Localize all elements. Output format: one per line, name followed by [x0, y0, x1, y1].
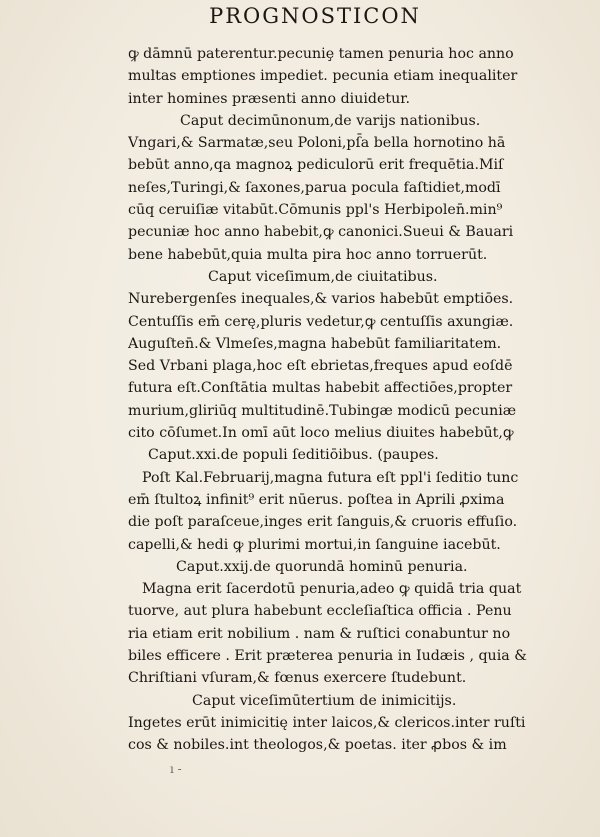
chapter-heading: Caput viceſimūtertium de inimicitijs. — [192, 692, 457, 709]
chapter-heading: Caput.xxij.de quorundā hominū penuria. — [176, 558, 468, 575]
text-line: biles efficere . Erit prætereа penuria in Iudæis , quia & — [128, 648, 527, 665]
text-line: inter homines præsenti anno diuidetur. — [128, 90, 410, 107]
text-line: capelli,& hedi ꝙ plurimi mortui,in ſanguine iacebūt. — [128, 536, 501, 553]
text-line: multas emptiones impediet. pecunia etiam inequaliter — [128, 68, 518, 85]
text-line: Centuſſis em̄ cerę,pluris vedetur,ꝙ centuſſis axungiæ. — [128, 313, 514, 330]
chapter-heading: Caput viceſimum,de ciuitatibus. — [208, 268, 438, 285]
text-block — [128, 43, 574, 757]
running-header: PROGNOSTICON — [209, 4, 421, 28]
text-line: tuorve, aut plura habebunt eccleſiaſtica officia . Penu — [128, 603, 512, 620]
text-line: cūq ceruiſiæ vitabūt.Cōmunis ppl's Herbipolen̄.min⁹ — [128, 202, 503, 219]
text-line: bene habebūt,quia multa pira hoc anno torruerūt. — [128, 246, 488, 263]
signature-mark: ı - — [170, 762, 182, 776]
text-line: Chriſtiani vſuram,& fœnus exercere ſtudebunt. — [128, 670, 467, 687]
text-line: cos & nobiles.int theologos,& poetas. iter ꝓbos & im — [128, 737, 507, 754]
text-line: die poſt paraſceue,inges erit ſanguis,& cruoris effuſio. — [128, 514, 518, 531]
chapter-heading: Caput.xxi.de populi ſeditiōibus. (paupes. — [148, 447, 439, 464]
text-line: neſes,Turingi,& ſaxones,parua pocula faſtidiet,modī — [128, 179, 501, 196]
text-line: futura eſt.Conſtātia multas habebit affectiōes,propter — [128, 380, 513, 397]
text-line: bebūt anno,qa magnoꝝ pediculorū erit frequētia.Miſ — [128, 157, 504, 174]
chapter-heading: Caput decimūnonum,de varijs nationibus. — [180, 112, 481, 129]
text-line: murium,gliriūq multitudinē.Tubingæ modicū pecuniæ — [128, 402, 517, 419]
text-line: em̄ ſtultoꝝ infinit⁹ erit nūerus. poſtea in Aprili ꝓxima — [128, 491, 505, 508]
text-line: Magna erit ſacerdotū penuria,adeo ꝙ quidā tria quat — [142, 581, 522, 598]
text-line: Nurebergenſes inequales,& varios habebūt emptiōes. — [128, 291, 514, 308]
text-line: cito cōſumet.In omī aūt loco melius diuites habebūt,ꝙ — [128, 425, 514, 442]
text-line: ria etiam erit nobilium . nam & ruſtici conabuntur no — [128, 625, 511, 642]
text-line: Ingetes erūt inimicitię inter laicos,& clericos.inter ruſti — [128, 714, 526, 731]
text-line: pecuniæ hoc anno habebit,ꝙ canonici.Sueui & Bauari — [128, 224, 514, 241]
text-line: ꝙ dāmnū paterentur.pecuniȩ tamen penuria hoc anno — [128, 46, 514, 62]
text-line: Auguſten̄.& Vlmeſes,magna habebūt familiaritatem. — [128, 335, 502, 352]
text-line: Poſt Kal.Februarij,magna futura eſt ppl'i ſeditio tunc — [142, 469, 519, 486]
text-line: Vngari,& Sarmatæ,seu Poloni,pſ̄a bella hornotino hā — [128, 135, 506, 152]
text-line: Sed Vrbani plaga,hoc eſt ebrietas,freques apud eoſdē — [128, 358, 513, 375]
